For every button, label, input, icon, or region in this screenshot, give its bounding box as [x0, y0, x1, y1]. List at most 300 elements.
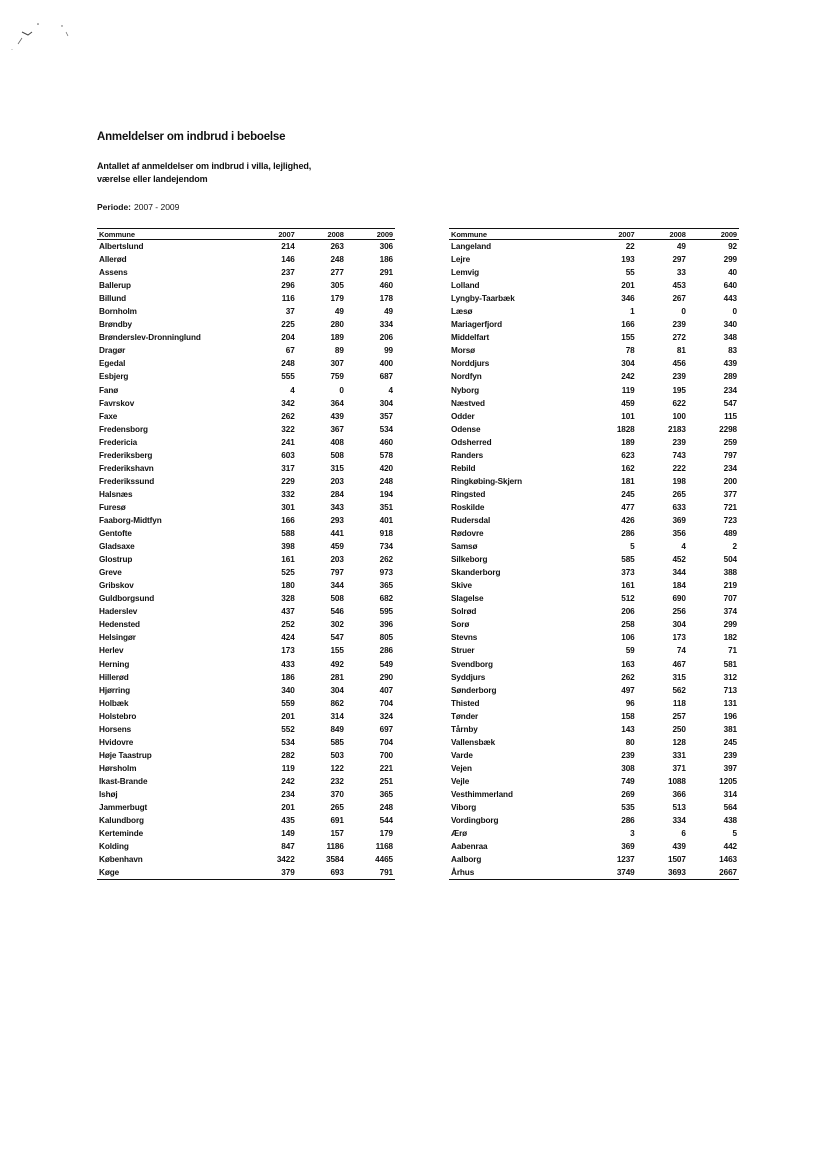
cell-kommune: Brønderslev-Dronninglund — [99, 333, 201, 343]
cell-2008: 585 — [330, 737, 344, 747]
table-row — [97, 697, 395, 710]
cell-2008: 195 — [672, 385, 686, 395]
cell-kommune: Morsø — [451, 346, 476, 356]
cell-2008: 267 — [672, 294, 686, 304]
cell-2007: 206 — [621, 607, 635, 617]
cell-2009: 178 — [379, 294, 393, 304]
cell-kommune: Horsens — [99, 724, 132, 734]
cell-2007: 342 — [281, 398, 295, 408]
kommune-table-right — [449, 228, 739, 880]
table-row — [97, 540, 395, 553]
cell-kommune: Faxe — [99, 411, 118, 421]
cell-2009: 400 — [379, 359, 393, 369]
cell-2009: 334 — [379, 320, 393, 330]
table-row — [97, 449, 395, 462]
cell-2009: 304 — [379, 398, 393, 408]
cell-2007: 173 — [281, 646, 295, 656]
cell-kommune: Silkeborg — [451, 555, 488, 565]
table-row — [97, 240, 395, 254]
table-row — [97, 631, 395, 644]
table-row — [97, 279, 395, 292]
cell-2007: 201 — [281, 711, 295, 721]
cell-kommune: Halsnæs — [99, 489, 133, 499]
cell-2008: 356 — [672, 529, 686, 539]
cell-2007: 204 — [281, 333, 295, 343]
cell-2009: 259 — [723, 437, 737, 447]
cell-2007: 193 — [621, 255, 635, 265]
cell-2009: 219 — [723, 581, 737, 591]
cell-kommune: Ærø — [451, 829, 468, 839]
cell-kommune: Norddjurs — [451, 359, 490, 369]
cell-2009: 700 — [379, 750, 393, 760]
cell-2007: 201 — [621, 281, 635, 291]
cell-2008: 6 — [681, 829, 686, 839]
cell-2008: 4 — [681, 542, 686, 552]
cell-2007: 304 — [621, 359, 635, 369]
cell-2007: 603 — [281, 450, 295, 460]
cell-kommune: Ikast-Brande — [99, 776, 148, 786]
cell-2009: 420 — [379, 463, 393, 473]
cell-kommune: Vejle — [451, 776, 470, 786]
cell-kommune: Frederikssund — [99, 476, 155, 486]
cell-2007: 1 — [630, 307, 635, 317]
cell-kommune: Favrskov — [99, 398, 135, 408]
cell-2009: 348 — [723, 333, 737, 343]
cell-kommune: Kalundborg — [99, 816, 144, 826]
cell-2008: 49 — [676, 242, 686, 252]
cell-2009: 291 — [379, 268, 393, 278]
cell-2007: 749 — [621, 776, 635, 786]
cell-2008: 81 — [676, 346, 686, 356]
cell-2008: 371 — [672, 763, 686, 773]
cell-2009: 0 — [732, 307, 737, 317]
cell-kommune: Samsø — [451, 542, 478, 552]
cell-kommune: Vallensbæk — [451, 737, 496, 747]
cell-kommune: Hvidovre — [99, 737, 134, 747]
cell-2008: 74 — [676, 646, 686, 656]
cell-2009: 290 — [379, 672, 393, 682]
cell-2008: 239 — [672, 437, 686, 447]
table-row — [449, 566, 739, 579]
cell-2009: 377 — [723, 489, 737, 499]
cell-2008: 256 — [672, 607, 686, 617]
cell-2008: 49 — [334, 307, 344, 317]
cell-kommune: Hørsholm — [99, 763, 137, 773]
cell-kommune: Thisted — [451, 698, 480, 708]
cell-2009: 289 — [723, 372, 737, 382]
cell-2009: 460 — [379, 281, 393, 291]
table-row — [449, 423, 739, 436]
table-row — [97, 384, 395, 397]
cell-2009: 549 — [379, 659, 393, 669]
cell-2007: 555 — [281, 372, 295, 382]
cell-2007: 67 — [285, 346, 295, 356]
table-row — [97, 684, 395, 697]
header-2008: 2008 — [637, 229, 688, 240]
cell-2007: 248 — [281, 359, 295, 369]
cell-kommune: Randers — [451, 450, 484, 460]
cell-2007: 3749 — [585, 866, 636, 880]
cell-2007: 282 — [281, 750, 295, 760]
table-row — [449, 697, 739, 710]
cell-2009: 564 — [723, 803, 737, 813]
cell-2008: 304 — [672, 620, 686, 630]
cell-2007: 3422 — [276, 855, 295, 865]
cell-kommune: Frederiksberg — [99, 450, 153, 460]
cell-kommune: Albertslund — [99, 242, 144, 252]
table-row — [449, 775, 739, 788]
cell-2008: 272 — [672, 333, 686, 343]
cell-2009: 918 — [379, 529, 393, 539]
cell-kommune: Faaborg-Midtfyn — [99, 516, 162, 525]
cell-2008: 508 — [330, 594, 344, 604]
cell-kommune: Lemvig — [451, 268, 480, 278]
table-row — [449, 240, 739, 254]
table-row — [449, 305, 739, 318]
cell-2008: 0 — [339, 385, 344, 395]
table-row — [449, 592, 739, 605]
cell-kommune: Skanderborg — [451, 568, 501, 578]
cell-2008: 239 — [672, 372, 686, 382]
table-row — [449, 631, 739, 644]
cell-2009: 534 — [379, 424, 393, 434]
cell-2007: 214 — [281, 242, 295, 252]
cell-2009: 381 — [723, 724, 737, 734]
table-row — [97, 397, 395, 410]
cell-2009: 262 — [379, 555, 393, 565]
cell-2008: 344 — [330, 581, 344, 591]
table-row — [97, 723, 395, 736]
cell-kommune: Struer — [451, 646, 475, 656]
cell-kommune: Bornholm — [99, 307, 137, 317]
table-row — [97, 579, 395, 592]
table-row — [449, 357, 739, 370]
cell-2009: 351 — [379, 502, 393, 512]
cell-kommune: Guldborgsund — [99, 594, 155, 604]
cell-2008: 690 — [672, 594, 686, 604]
table-row — [97, 788, 395, 801]
cell-2008: 248 — [330, 255, 344, 265]
cell-2009: 721 — [723, 502, 737, 512]
table-row — [449, 840, 739, 853]
cell-2007: 162 — [621, 463, 635, 473]
cell-2007: 340 — [281, 685, 295, 695]
cell-kommune: Nordfyn — [451, 372, 482, 382]
cell-2007: 346 — [621, 294, 635, 304]
cell-kommune: Fredericia — [99, 437, 138, 447]
cell-2008: 304 — [330, 685, 344, 695]
table-row — [449, 488, 739, 501]
cell-2008: 265 — [330, 803, 344, 813]
cell-2008: 1186 — [326, 842, 344, 852]
cell-2007: 5 — [630, 542, 635, 552]
cell-2007: 588 — [281, 529, 295, 539]
table-row — [97, 840, 395, 853]
table-row — [449, 579, 739, 592]
cell-2007: 424 — [281, 633, 295, 643]
cell-2008: 157 — [330, 829, 344, 839]
cell-kommune: Fanø — [99, 385, 119, 395]
cell-2007: 59 — [625, 646, 635, 656]
cell-2008: 797 — [330, 568, 344, 578]
cell-2008: 862 — [330, 698, 344, 708]
cell-2009: 805 — [379, 633, 393, 643]
cell-kommune: Roskilde — [451, 502, 485, 512]
table-row — [97, 775, 395, 788]
cell-2009: 306 — [379, 242, 393, 252]
cell-2007: 525 — [281, 568, 295, 578]
cell-2009: 374 — [723, 607, 737, 617]
cell-kommune: Læsø — [451, 307, 473, 317]
cell-2008: 257 — [672, 711, 686, 721]
table-row — [97, 814, 395, 827]
cell-kommune: Gribskov — [99, 581, 134, 591]
cell-2009: 1168 — [375, 842, 393, 852]
cell-kommune: Lejre — [451, 255, 471, 265]
cell-2009: 234 — [723, 385, 737, 395]
cell-kommune: Gentofte — [99, 529, 132, 539]
cell-kommune: Egedal — [99, 359, 126, 369]
cell-2008: 492 — [330, 659, 344, 669]
cell-2009: 5 — [732, 829, 737, 839]
cell-2009: 578 — [379, 450, 393, 460]
cell-2008: 441 — [330, 529, 344, 539]
table-row — [449, 801, 739, 814]
cell-2009: 460 — [379, 437, 393, 447]
cell-2007: 234 — [281, 789, 295, 799]
cell-2007: 317 — [281, 463, 295, 473]
cell-2008: 203 — [330, 555, 344, 565]
cell-2008: 302 — [330, 620, 344, 630]
table-row — [449, 866, 739, 880]
cell-kommune: Holbæk — [99, 698, 129, 708]
cell-2009: 973 — [379, 568, 393, 578]
cell-kommune: Svendborg — [451, 659, 493, 669]
cell-kommune: Lolland — [451, 281, 480, 291]
cell-2008: 284 — [330, 489, 344, 499]
cell-kommune: Herning — [99, 659, 130, 669]
cell-2007: 296 — [281, 281, 295, 291]
cell-2009: 194 — [379, 489, 393, 499]
cell-2008: 369 — [672, 516, 686, 525]
cell-2009: 2298 — [719, 424, 737, 434]
cell-2008: 364 — [330, 398, 344, 408]
table-row — [449, 344, 739, 357]
header-2009: 2009 — [688, 229, 739, 240]
table-row — [97, 331, 395, 344]
cell-kommune: Odder — [451, 411, 475, 421]
table-row — [449, 501, 739, 514]
cell-2008: 179 — [330, 294, 344, 304]
cell-2008: 546 — [330, 607, 344, 617]
cell-2009: 248 — [379, 476, 393, 486]
header-kommune: Kommune — [449, 229, 585, 240]
table-row — [449, 514, 739, 527]
cell-2007: 332 — [281, 489, 295, 499]
table-row — [97, 305, 395, 318]
cell-2008: 2183 — [667, 424, 686, 434]
table-row — [97, 853, 395, 866]
cell-kommune: Billund — [99, 294, 127, 304]
cell-2007: 119 — [621, 385, 635, 395]
table-row — [449, 397, 739, 410]
cell-2008: 0 — [681, 307, 686, 317]
cell-2007: 1237 — [616, 855, 635, 865]
cell-kommune: Rebild — [451, 463, 476, 473]
cell-2009: 131 — [723, 698, 737, 708]
cell-2009: 439 — [723, 359, 737, 369]
cell-kommune: Syddjurs — [451, 672, 486, 682]
cell-2007: 1828 — [616, 424, 635, 434]
cell-2008: 307 — [330, 359, 344, 369]
cell-2008: 281 — [330, 672, 344, 682]
cell-2007: 252 — [281, 620, 295, 630]
cell-kommune: Sorø — [451, 620, 470, 630]
cell-2009: 365 — [379, 581, 393, 591]
cell-2008: 100 — [672, 411, 686, 421]
cell-kommune: Glostrup — [99, 555, 133, 565]
cell-2009: 115 — [724, 411, 737, 421]
table-row — [449, 684, 739, 697]
cell-kommune: Holstebro — [99, 711, 137, 721]
cell-2009: 83 — [728, 346, 737, 356]
cell-kommune: Kolding — [99, 842, 129, 852]
cell-2009: 49 — [384, 307, 393, 317]
table-header-row — [449, 229, 739, 240]
cell-2007: 258 — [621, 620, 635, 630]
table-row — [97, 566, 395, 579]
cell-kommune: Hjørring — [99, 685, 131, 695]
cell-kommune: Dragør — [99, 346, 126, 356]
cell-2009: 401 — [379, 516, 393, 525]
table-row — [449, 384, 739, 397]
cell-2008: 849 — [330, 724, 344, 734]
cell-2008: 459 — [330, 542, 344, 552]
cell-2008: 456 — [672, 359, 686, 369]
cell-2009: 442 — [723, 842, 737, 852]
cell-2007: 559 — [281, 698, 295, 708]
cell-2009: 40 — [728, 268, 737, 278]
cell-2007: 181 — [621, 476, 635, 486]
cell-2007: 269 — [621, 789, 635, 799]
table-row — [449, 410, 739, 423]
cell-2008: 622 — [672, 398, 686, 408]
cell-kommune: Aabenraa — [451, 842, 488, 852]
cell-kommune: Hedensted — [99, 620, 140, 630]
table-row — [97, 671, 395, 684]
cell-kommune: Furesø — [99, 502, 126, 512]
cell-2008: 693 — [297, 866, 346, 880]
cell-2007: 239 — [621, 750, 635, 760]
cell-2007: 225 — [281, 320, 295, 330]
cell-2008: 547 — [330, 633, 344, 643]
cell-kommune: Mariagerfjord — [451, 320, 503, 330]
cell-kommune: Slagelse — [451, 594, 484, 604]
cell-2009: 299 — [723, 620, 737, 630]
table-row — [97, 801, 395, 814]
cell-2008: 467 — [672, 659, 686, 669]
cell-2007: 623 — [621, 450, 635, 460]
cell-2009: 251 — [379, 776, 393, 786]
cell-2007: 201 — [281, 803, 295, 813]
table-row — [97, 462, 395, 475]
kommune-table-left — [97, 228, 395, 880]
cell-2009: 245 — [723, 737, 737, 747]
table-row — [449, 749, 739, 762]
cell-2009: 734 — [379, 542, 393, 552]
cell-2007: 435 — [281, 816, 295, 826]
cell-2007: 80 — [625, 737, 635, 747]
cell-2008: 198 — [672, 476, 686, 486]
table-row — [449, 475, 739, 488]
cell-2008: 315 — [330, 463, 344, 473]
cell-2009: 182 — [723, 633, 737, 643]
cell-2009: 697 — [379, 724, 393, 734]
cell-kommune: Århus — [449, 866, 585, 880]
cell-kommune: Allerød — [99, 255, 127, 265]
cell-kommune: Rudersdal — [451, 516, 491, 525]
cell-2007: 55 — [625, 268, 635, 278]
cell-2009: 704 — [379, 698, 393, 708]
cell-2007: 229 — [281, 476, 295, 486]
table-row — [97, 618, 395, 631]
table-row — [97, 253, 395, 266]
cell-2007: 322 — [281, 424, 295, 434]
cell-2007: 166 — [281, 516, 295, 525]
cell-2008: 250 — [672, 724, 686, 734]
table-row — [97, 436, 395, 449]
cell-2007: 241 — [281, 437, 295, 447]
table-row — [97, 553, 395, 566]
cell-2009: 200 — [723, 476, 737, 486]
table-row — [97, 357, 395, 370]
cell-2008: 122 — [330, 763, 344, 773]
cell-2007: 237 — [281, 268, 295, 278]
table-row — [449, 710, 739, 723]
table-row — [449, 644, 739, 657]
cell-kommune: Næstved — [451, 398, 485, 408]
cell-2009: 1463 — [719, 855, 737, 865]
cell-2008: 222 — [672, 463, 686, 473]
header-2007: 2007 — [585, 229, 636, 240]
cell-2009: 206 — [379, 333, 393, 343]
cell-2009: 324 — [379, 711, 393, 721]
cell-kommune: Esbjerg — [99, 372, 129, 382]
cell-kommune: Vejen — [451, 763, 472, 773]
table-row — [97, 488, 395, 501]
table-row — [449, 762, 739, 775]
table-row — [449, 736, 739, 749]
cell-2009: 388 — [723, 568, 737, 578]
table-row — [449, 436, 739, 449]
table-row — [449, 788, 739, 801]
cell-kommune: Gladsaxe — [99, 542, 135, 552]
cell-2007: 379 — [248, 866, 297, 880]
cell-2009: 239 — [723, 750, 737, 760]
table-row — [97, 266, 395, 279]
cell-2007: 286 — [621, 529, 635, 539]
table-row — [97, 736, 395, 749]
table-row — [449, 370, 739, 383]
table-row — [97, 658, 395, 671]
cell-2009: 234 — [723, 463, 737, 473]
cell-2008: 280 — [330, 320, 344, 330]
cell-2007: 426 — [621, 516, 635, 525]
period-line — [97, 202, 179, 212]
cell-2009: 544 — [379, 816, 393, 826]
cell-2009: 196 — [723, 711, 737, 721]
cell-kommune: Ringsted — [451, 489, 486, 499]
